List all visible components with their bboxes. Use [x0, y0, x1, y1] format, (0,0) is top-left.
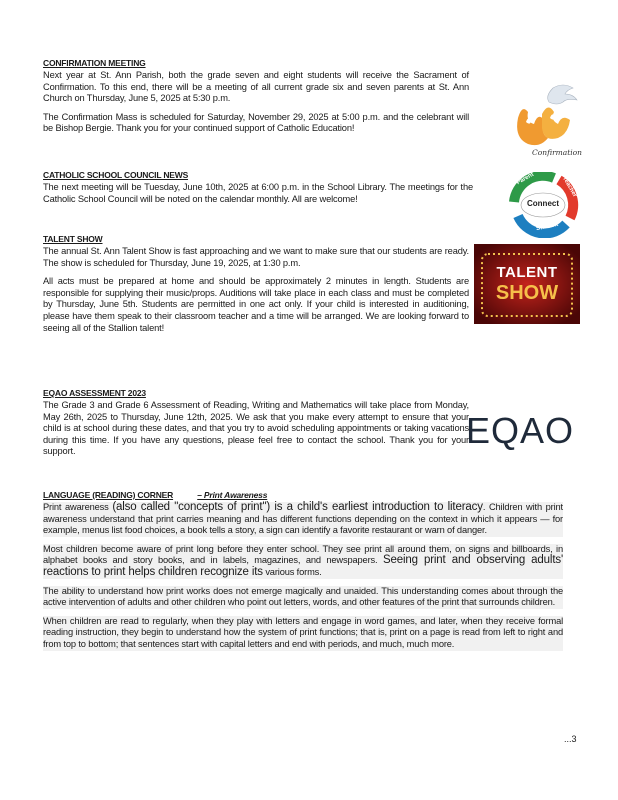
language-para-4: When children are read to regularly, when they play with letters and engage in word games, and later, when they receive formal reading instruction, they begin to understand how the system of print functions; that is, print on a page is read from left to right and from top to bottom; that sentences start with capital letters and end with periods, and much, much more. — [43, 615, 563, 649]
cycle-label-connect: Connect — [527, 199, 559, 208]
council-para-1: The next meeting will be Tuesday, June 10th, 2025 at 6:00 p.m. in the School Library. The meetings for the Catholic School Council will be noted on the calendar monthly. All are welcome! — [43, 182, 473, 204]
language-para-2-a: Most children become aware of print long before they enter school. They see print all around them, on signs and billboards, in alphabet books and story books, and in labels, magazines, and newspapers. — [43, 543, 563, 566]
confirmation-heading: CONFIRMATION MEETING — [43, 58, 146, 68]
cycle-label-teacher: Teacher — [561, 175, 578, 199]
confirmation-image-caption: Confirmation — [532, 148, 583, 157]
talent-para-1: The annual St. Ann Talent Show is fast approaching and we want to make sure that our students are ready. The show is scheduled for Thursday, June 19, 2025, at 1:30 p.m. — [43, 246, 469, 268]
language-para-1 — [43, 502, 563, 537]
eqao-logo-text: EQAO — [466, 410, 575, 451]
eqao-para-1: The Grade 3 and Grade 6 Assessment of Reading, Writing and Mathematics will take place from Monday, May 26th, 2025 to Thursday, June 12th, 2025. We ask that you make every attempt to ensure that your child is at school during these dates, and that you try to avoid scheduling appointments or taking vacations during this time. If you have any questions, please feel free to contact the school. Thank you for your support. — [43, 400, 469, 457]
talent-heading: TALENT SHOW — [43, 234, 103, 244]
page-number: ...3 — [564, 734, 577, 744]
talent-image-line-2: SHOW — [495, 282, 559, 304]
language-heading: LANGUAGE (READING) CORNER — [43, 490, 174, 500]
council-heading: CATHOLIC SCHOOL COUNCIL NEWS — [43, 170, 189, 180]
language-para-2 — [43, 544, 563, 579]
language-para-1-c: . Children with print awareness understand that print carries meaning and has different functions depending on the context in which it appears — for example, menus list food choices, a book tells a story, a sign can identify a favorite restaurant or warn of danger. — [43, 502, 563, 536]
language-para-2-b: Seeing print and observing adults' reactions to print helps children recognize its — [43, 554, 564, 578]
eqao-section — [43, 400, 469, 458]
confirmation-para-1: Next year at St. Ann Parish, both the grade seven and eight students will receive the Sacrament of Confirmation. To this end, there will be a meeting of all current grade six and seven parents at St. Ann Church on Thursday, June 5, 2025 at 5:30 p.m. — [43, 70, 469, 104]
cycle-label-student: Student — [535, 221, 559, 233]
language-section — [43, 502, 563, 651]
cycle-label-parent: Parent — [515, 171, 535, 187]
confirmation-section — [43, 70, 469, 135]
language-para-2-c: various forms. — [265, 566, 322, 577]
language-para-1-b: (also called "concepts of print") is a child's earliest introduction to literacy — [112, 501, 483, 513]
council-section — [43, 182, 473, 205]
parent-teacher-student-cycle-image — [504, 172, 582, 238]
language-subheading: – Print Awareness — [197, 490, 268, 500]
language-para-1-a: Print awareness — [43, 502, 109, 512]
language-heading-row — [43, 490, 267, 500]
confirmation-para-2: The Confirmation Mass is scheduled for Saturday, November 29, 2025 at 5:00 p.m. and the celebrant will be Bishop Bergie. Thank you for your continued support of Catholic Education! — [43, 111, 469, 134]
talent-show-image — [474, 244, 580, 324]
eqao-heading: EQAO ASSESSMENT 2023 — [43, 388, 146, 398]
language-para-3: The ability to understand how print works does not emerge magically and unaided. This understanding comes about through the active intervention of adults and other children who point out letters, words, and other features of the print that surrounds children. — [43, 585, 563, 608]
talent-para-2: All acts must be prepared at home and should be approximately 2 minutes in length. Students are responsible for supplying their music/props. Auditions will take place in each class and must be completed by Thursday, June 5th. Students are permitted in one act only. If your child is interested in auditioning, please have them speak to their classroom teacher and a time will be arranged. We are looking forward to seeing all of the Stallion talent! — [43, 276, 469, 333]
talent-section — [43, 246, 469, 334]
confirmation-dove-image — [498, 78, 590, 162]
talent-image-line-1: TALENT — [496, 264, 558, 281]
eqao-logo — [466, 410, 582, 452]
